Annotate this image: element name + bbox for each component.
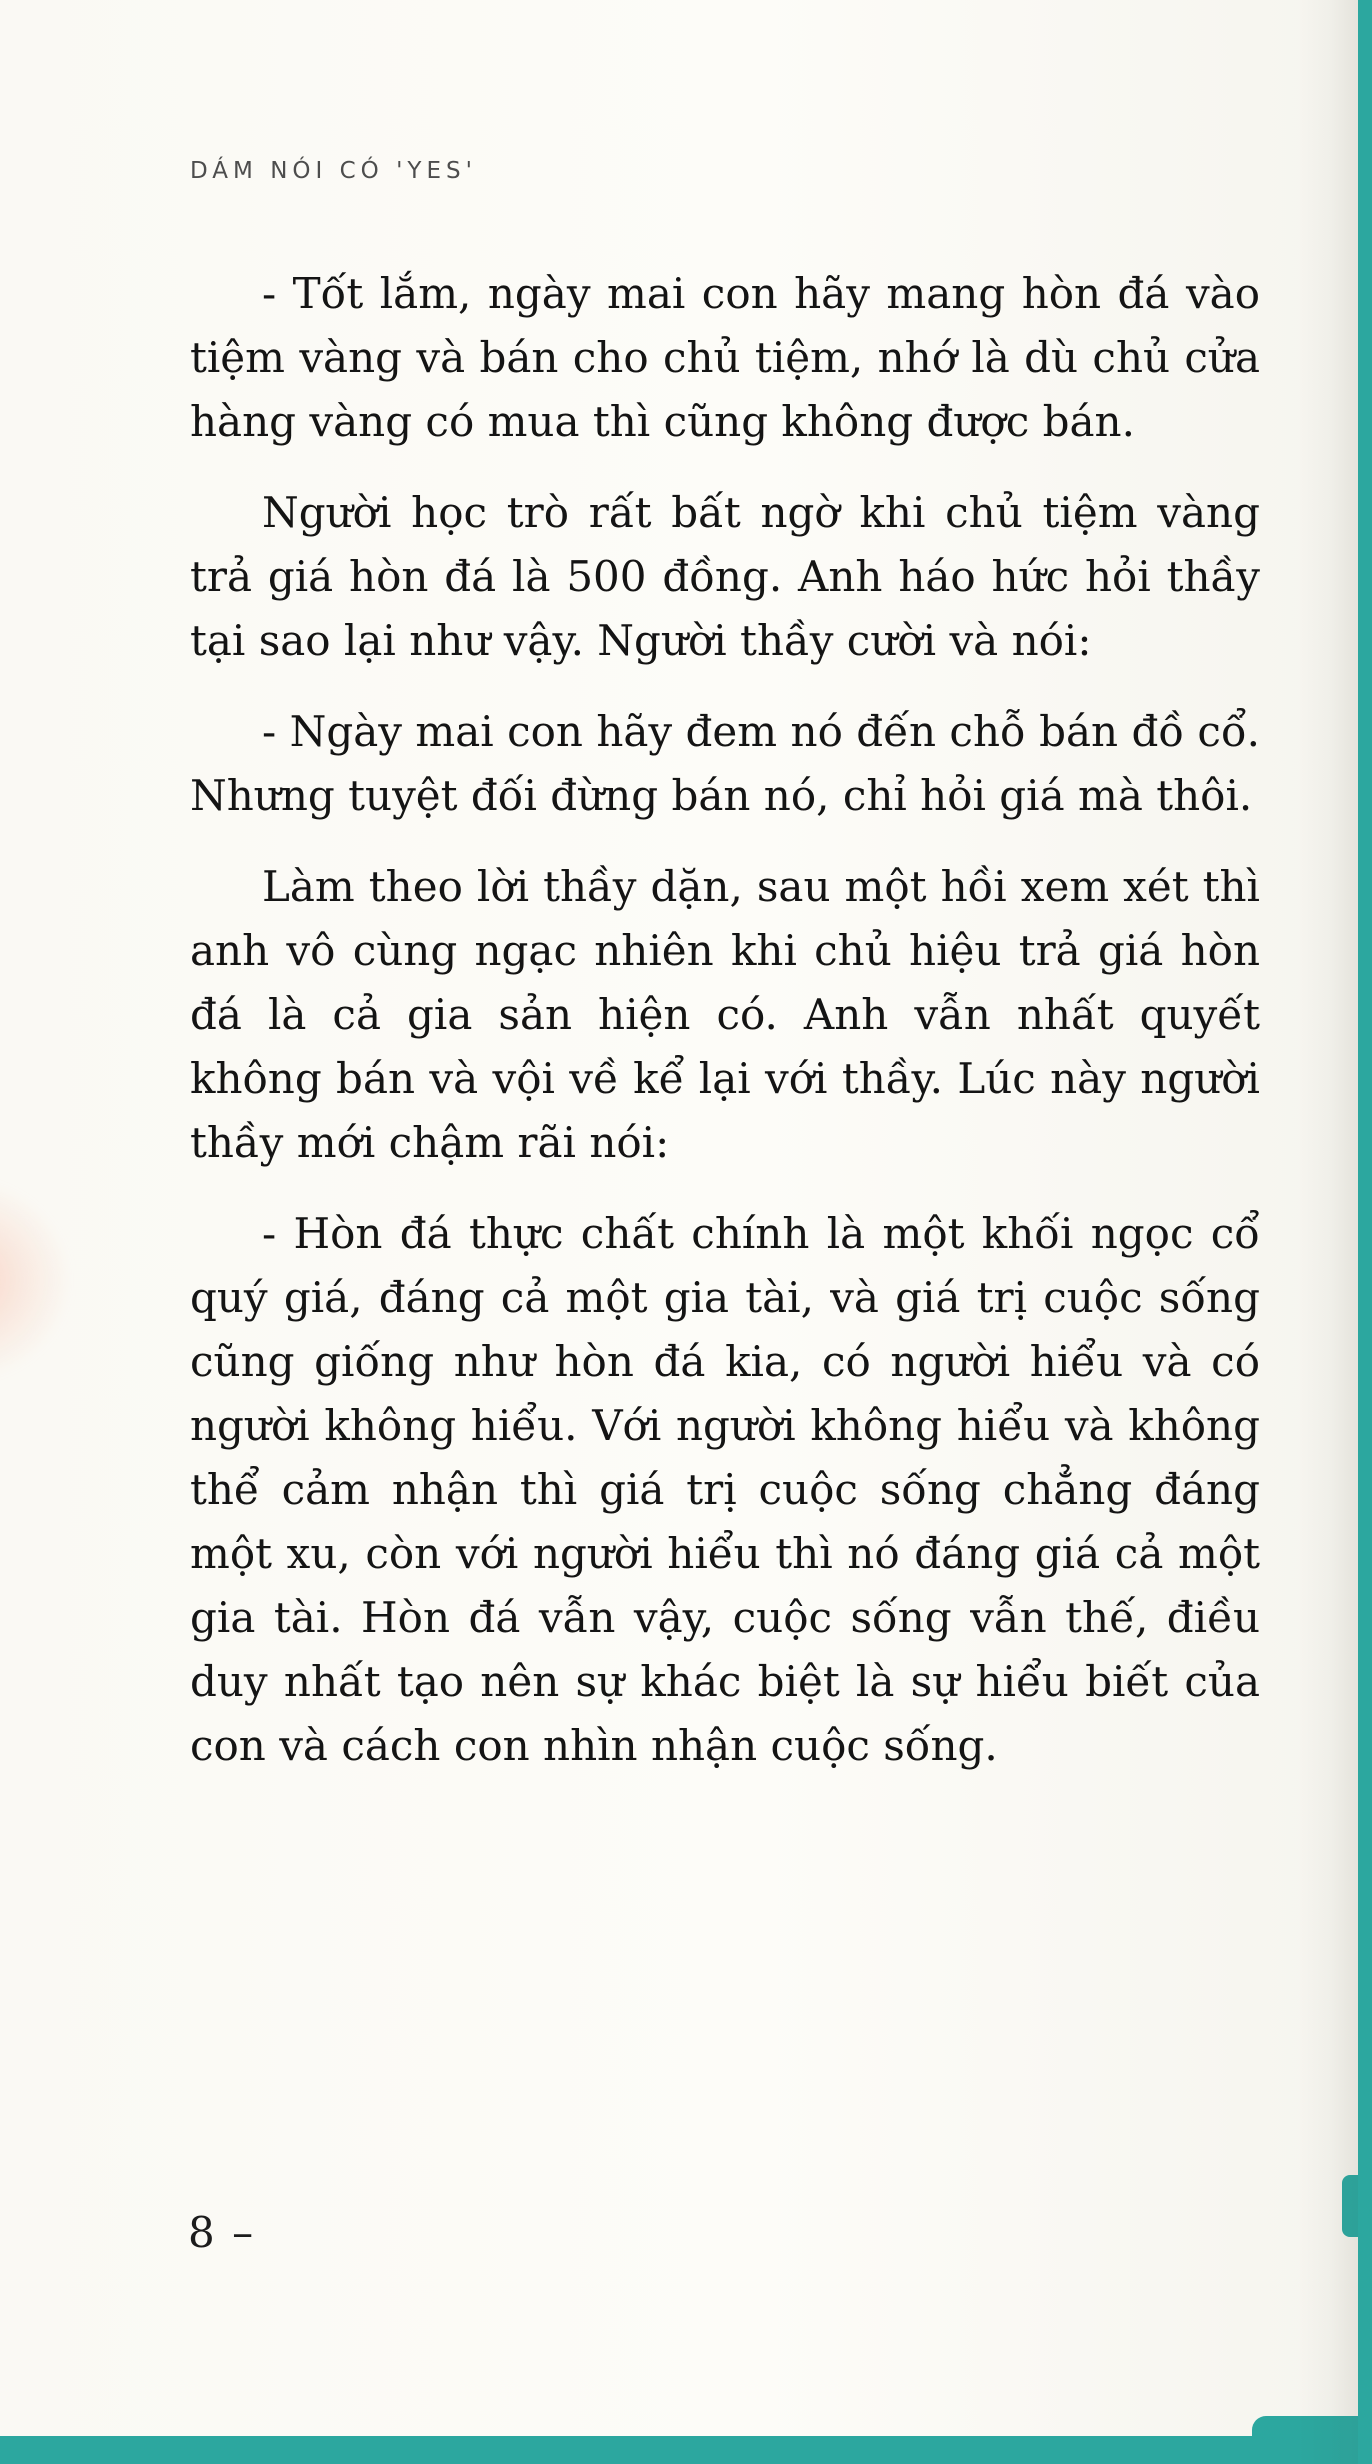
page-number: 8 –: [188, 2208, 256, 2257]
running-header: DÁM NÓI CÓ 'YES': [190, 158, 477, 184]
body-paragraph: Người học trò rất bất ngờ khi chủ tiệm vàng trả giá hòn đá là 500 đồng. Anh háo hức hỏi thầy tại sao lại như vậy. Người thầy cười và nói:: [190, 488, 1260, 665]
body-paragraph: - Ngày mai con hãy đem nó đến chỗ bán đồ cổ. Nhưng tuyệt đối đừng bán nó, chỉ hỏi giá mà thôi.: [190, 707, 1260, 820]
body-paragraph: - Hòn đá thực chất chính là một khối ngọc cổ quý giá, đáng cả một gia tài, và giá trị cuộc sống cũng giống như hòn đá kia, có người hiểu và có người không hiểu. Với người không hiểu và không thể cảm nhận thì giá trị cuộc sống chẳng đáng một xu, còn với người hiểu thì nó đáng giá cả một gia tài. Hòn đá vẫn vậy, cuộc sống vẫn thế, điều duy nhất tạo nên sự khác biệt là sự hiểu biết của con và cách con nhìn nhận cuộc sống.: [190, 1209, 1260, 1770]
page-body: [190, 262, 1260, 1805]
body-paragraph: - Tốt lắm, ngày mai con hãy mang hòn đá vào tiệm vàng và bán cho chủ tiệm, nhớ là dù chủ cửa hàng vàng có mua thì cũng không được bán.: [190, 269, 1260, 446]
book-edge-tab: [1342, 2175, 1372, 2237]
body-paragraph: Làm theo lời thầy dặn, sau một hồi xem xét thì anh vô cùng ngạc nhiên khi chủ hiệu trả giá hòn đá là cả gia sản hiện có. Anh vẫn nhất quyết không bán và vội về kể lại với thầy. Lúc này người thầy mới chậm rãi nói:: [190, 862, 1260, 1167]
book-edge-bottom: [0, 2436, 1372, 2464]
scan-smudge: [0, 1180, 70, 1380]
book-edge-right: [1358, 0, 1372, 2464]
